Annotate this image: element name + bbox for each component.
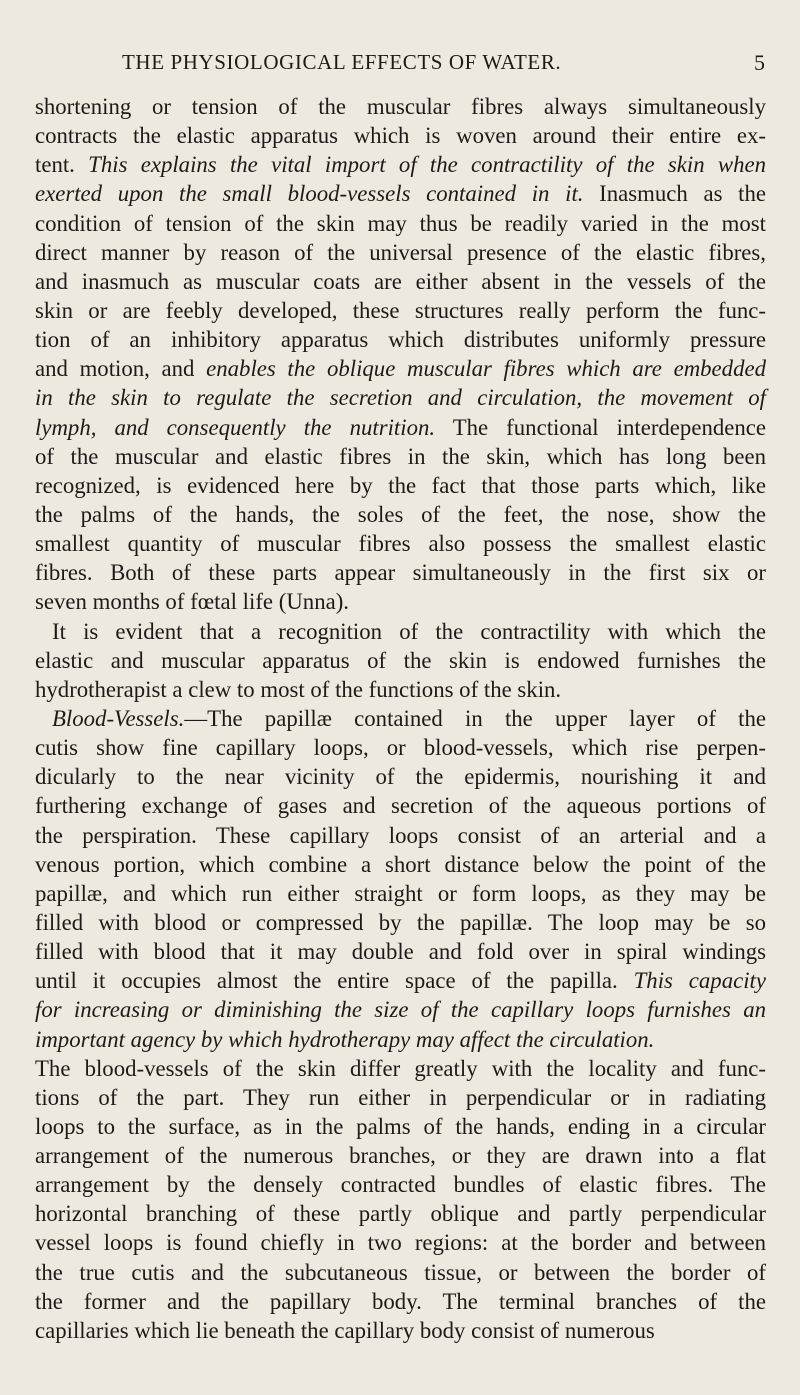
text-line xyxy=(35,558,766,587)
text-line xyxy=(35,92,766,121)
text-run: filled with blood or compressed by the papillæ. The loop may be so xyxy=(35,909,766,935)
text-line xyxy=(35,500,766,529)
text-line xyxy=(35,1287,766,1316)
text-line xyxy=(35,1170,766,1199)
page-number: 5 xyxy=(754,50,765,75)
italic-text: This capacity xyxy=(633,968,766,994)
text-run: elastic and muscular apparatus of the skin is endowed furnishes the xyxy=(35,647,766,673)
text-line xyxy=(35,383,766,412)
text-run: condition of tension of the skin may thus be readily varied in the most xyxy=(35,210,766,236)
text-line xyxy=(35,850,766,879)
text-line xyxy=(35,704,766,733)
text-run: hydrotherapist a clew to most of the functions of the skin. xyxy=(35,676,562,702)
text-run: furthering exchange of gases and secretion of the aqueous portions of xyxy=(35,793,766,819)
text-run: capillaries which lie beneath the capillary body consist of numerous xyxy=(35,1317,655,1343)
text-line xyxy=(35,121,766,150)
text-line xyxy=(35,529,766,558)
italic-text: Blood-Vessels. xyxy=(52,705,185,731)
text-run: smallest quantity of muscular fibres also possess the smallest elastic xyxy=(35,531,766,557)
text-run: recognized, is evidenced here by the fact that those parts which, like xyxy=(35,472,766,498)
text-line xyxy=(35,1228,766,1257)
text-line xyxy=(35,442,766,471)
text-line xyxy=(35,1199,766,1228)
text-line xyxy=(35,733,766,762)
text-line xyxy=(35,879,766,908)
text-run: cutis show fine capillary loops, or blood-vessels, which rise perpen- xyxy=(35,735,766,761)
text-run: vessel loops is found chiefly in two regions: at the border and between xyxy=(35,1230,766,1256)
text-line xyxy=(35,209,766,238)
text-line xyxy=(35,471,766,500)
text-line xyxy=(35,354,766,383)
text-run: direct manner by reason of the universal presence of the elastic fibres, xyxy=(35,239,766,265)
text-line xyxy=(35,1258,766,1287)
text-line xyxy=(35,791,766,820)
text-run: and inasmuch as muscular coats are either absent in the vessels of the xyxy=(35,268,766,294)
text-run: tions of the part. They run either in perpendicular or in radiating xyxy=(35,1084,766,1110)
italic-text: exerted upon the small blood-vessels contained in it. xyxy=(35,181,584,207)
text-run: shortening or tension of the muscular fibres always simultaneously xyxy=(35,94,766,119)
running-title: THE PHYSIOLOGICAL EFFECTS OF WATER. xyxy=(122,50,562,74)
page-header xyxy=(0,50,800,84)
text-line xyxy=(35,966,766,995)
text-run: the palms of the hands, the soles of the feet, the nose, show the xyxy=(35,501,766,527)
body-text xyxy=(35,92,766,1345)
text-line xyxy=(35,1025,766,1054)
text-run: arrangement of the numerous branches, or they are drawn into a flat xyxy=(35,1143,766,1169)
text-line xyxy=(35,995,766,1024)
text-run: skin or are feebly developed, these structures really perform the func- xyxy=(35,297,766,323)
text-line xyxy=(35,1316,766,1345)
italic-text: for increasing or diminishing the size of the capillary loops furnishes an xyxy=(35,997,766,1023)
italic-text: in the skin to regulate the secretion and circulation, the movement of xyxy=(35,385,766,411)
text-run: dicularly to the near vicinity of the epidermis, nourishing it and xyxy=(35,764,766,790)
text-run: papillæ, and which run either straight or form loops, as they may be xyxy=(35,880,766,906)
italic-text: important agency by which hydrotherapy may affect the circulation. xyxy=(35,1026,655,1052)
text-run: filled with blood that it may double and fold over in spiral windings xyxy=(35,939,766,965)
text-run: loops to the surface, as in the palms of the hands, ending in a circular xyxy=(35,1113,766,1139)
text-run: tion of an inhibitory apparatus which distributes uniformly pressure xyxy=(35,327,766,353)
text-run: It is evident that a recognition of the contractility with which the xyxy=(52,618,766,644)
text-run: seven months of fœtal life (Unna). xyxy=(35,589,350,615)
text-run: the true cutis and the subcutaneous tissue, or between the border of xyxy=(35,1259,766,1285)
text-line xyxy=(35,296,766,325)
text-run: until it occupies almost the entire space of the papilla. xyxy=(35,968,634,994)
text-line xyxy=(35,1083,766,1112)
text-line xyxy=(35,762,766,791)
text-run: and motion, and xyxy=(35,356,207,382)
text-run: The blood-vessels of the skin differ greatly with the locality and func- xyxy=(35,1055,766,1081)
italic-text: enables the oblique muscular fibres which are embedded xyxy=(206,356,766,382)
text-line xyxy=(35,413,766,442)
text-line xyxy=(35,646,766,675)
text-line xyxy=(35,908,766,937)
text-line xyxy=(35,1054,766,1083)
text-line xyxy=(35,325,766,354)
text-line xyxy=(35,617,766,646)
text-line xyxy=(35,150,766,179)
text-run: arrangement by the densely contracted bundles of elastic fibres. The xyxy=(35,1172,766,1198)
italic-text: lymph, and consequently the nutrition. xyxy=(35,414,436,440)
text-line xyxy=(35,1112,766,1141)
text-run: —The papillæ contained in the upper layer of the xyxy=(184,705,766,731)
text-line xyxy=(35,587,766,616)
text-run: fibres. Both of these parts appear simultaneously in the first six or xyxy=(35,560,766,586)
text-run: tent. xyxy=(35,152,89,178)
text-line xyxy=(35,238,766,267)
text-run: horizontal branching of these partly oblique and partly perpendicular xyxy=(35,1201,766,1227)
text-run: the former and the papillary body. The terminal branches of the xyxy=(35,1288,766,1314)
text-run: The functional interdependence xyxy=(435,414,766,440)
italic-text: This explains the vital import of the contractility of the skin when xyxy=(88,152,766,178)
text-run: the perspiration. These capillary loops consist of an arterial and a xyxy=(35,822,766,848)
text-run: venous portion, which combine a short distance below the point of the xyxy=(35,851,766,877)
text-line xyxy=(35,937,766,966)
text-line xyxy=(35,179,766,208)
text-line xyxy=(35,267,766,296)
text-line xyxy=(35,675,766,704)
text-run: Inasmuch as the xyxy=(583,181,766,207)
text-run: of the muscular and elastic fibres in the skin, which has long been xyxy=(35,443,766,469)
text-line xyxy=(35,821,766,850)
text-line xyxy=(35,1141,766,1170)
text-run: contracts the elastic apparatus which is woven around their entire ex- xyxy=(35,123,766,149)
